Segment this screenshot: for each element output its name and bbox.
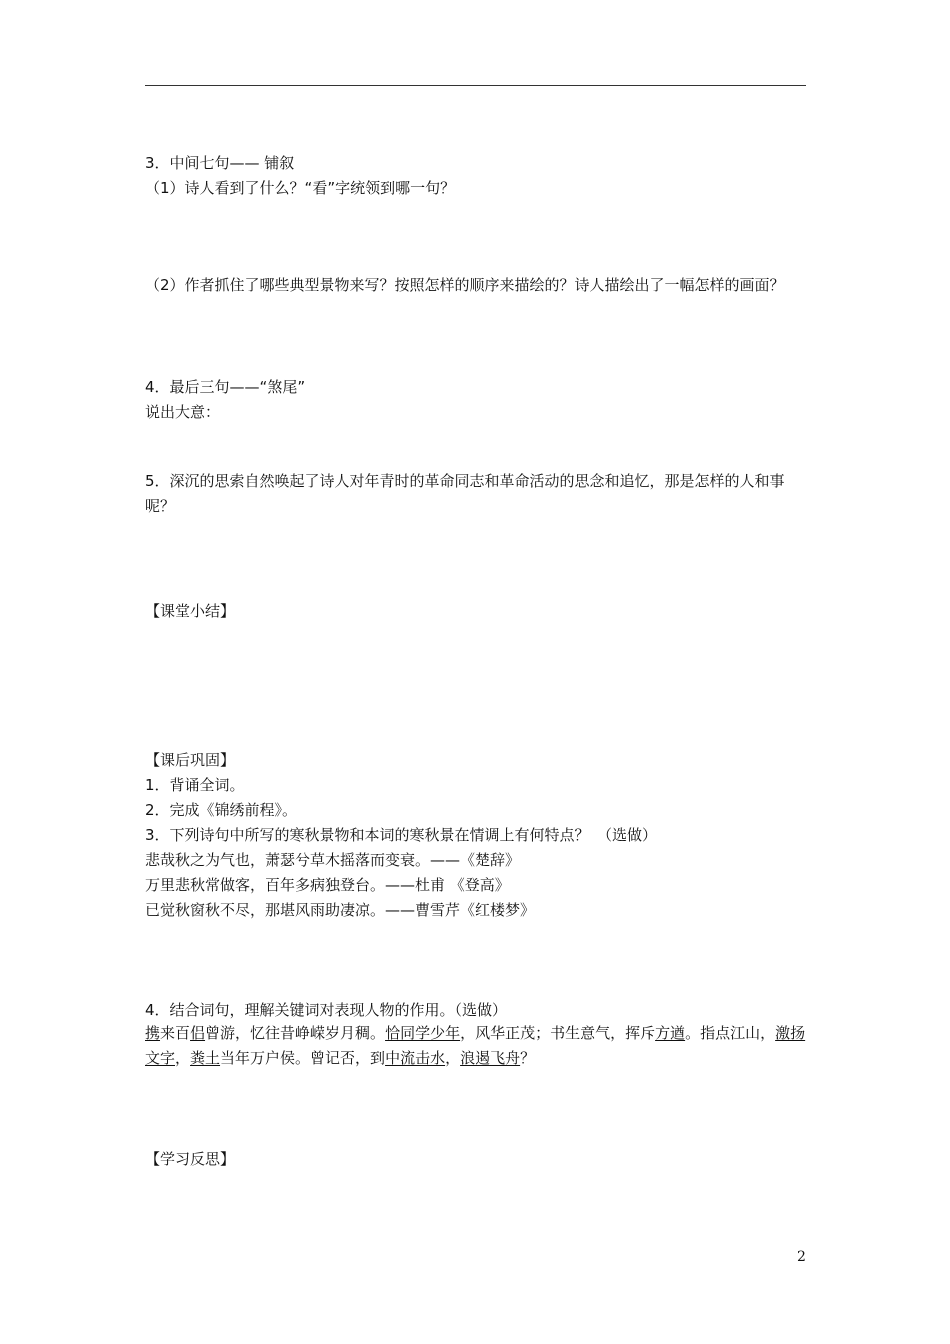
poem-line-1: 悲哉秋之为气也，萧瑟兮草木摇落而变衰。——《楚辞》 (145, 851, 521, 869)
underlined-phrase: 粪土 (190, 1049, 221, 1067)
lyric-text: 当年万户侯。曾记否，到 (220, 1049, 386, 1067)
lyric-text: 来百 (160, 1024, 191, 1042)
underlined-phrase: 侣 (190, 1024, 206, 1042)
question-3-1: （1）诗人看到了什么？“看”字统领到哪一句？ (145, 179, 456, 197)
page-number: 2 (797, 1249, 806, 1265)
after-item-2: 2．完成《锦绣前程》。 (145, 801, 298, 819)
underlined-phrase: 方遒 (655, 1024, 686, 1042)
after-item-4: 4．结合词句，理解关键词对表现人物的作用。（选做） (145, 1001, 508, 1019)
question-3-2: （2）作者抓住了哪些典型景物来写？按照怎样的顺序来描绘的？诗人描绘出了一幅怎样的画面？ (145, 276, 785, 294)
lyric-text: ， (445, 1049, 461, 1067)
lyric-text: 曾游，忆往昔峥嵘岁月稠。 (205, 1024, 386, 1042)
poem-line-3: 已觉秋窗秋不尽，那堪风雨助凄凉。——曹雪芹《红楼梦》 (145, 901, 536, 919)
lyric-text: ， (175, 1049, 191, 1067)
quoted-lyric (145, 1021, 810, 1071)
lyric-text: ？ (520, 1049, 536, 1067)
lyric-text: 。指点江山， (685, 1024, 776, 1042)
class-summary-heading: 【课堂小结】 (145, 602, 236, 620)
underlined-phrase: 携 (145, 1024, 161, 1042)
section-5-question: 5．深沉的思索自然唤起了诗人对年青时的革命同志和革命活动的思念和追忆，那是怎样的人和事呢？ (145, 472, 785, 515)
underlined-phrase: 浪遏飞舟 (460, 1049, 521, 1067)
after-item-3: 3．下列诗句中所写的寒秋景物和本词的寒秋景在情调上有何特点？ （选做） (145, 826, 658, 844)
learning-reflection-heading: 【学习反思】 (145, 1150, 236, 1168)
underlined-phrase: 激扬文字 (145, 1024, 806, 1067)
underlined-phrase: 恰同学少年 (385, 1024, 461, 1042)
lyric-text: ，风华正茂；书生意气，挥斥 (460, 1024, 656, 1042)
after-class-heading: 【课后巩固】 (145, 751, 236, 769)
header-rule (145, 85, 806, 86)
section-4-prompt: 说出大意： (145, 403, 221, 421)
after-item-1: 1．背诵全词。 (145, 776, 245, 794)
underlined-phrase: 中流击水 (385, 1049, 446, 1067)
section-4-heading: 4．最后三句——“煞尾” (145, 378, 306, 396)
section-3-heading: 3．中间七句—— 铺叙 (145, 154, 295, 172)
poem-line-2: 万里悲秋常做客，百年多病独登台。——杜甫 《登高》 (145, 876, 510, 894)
